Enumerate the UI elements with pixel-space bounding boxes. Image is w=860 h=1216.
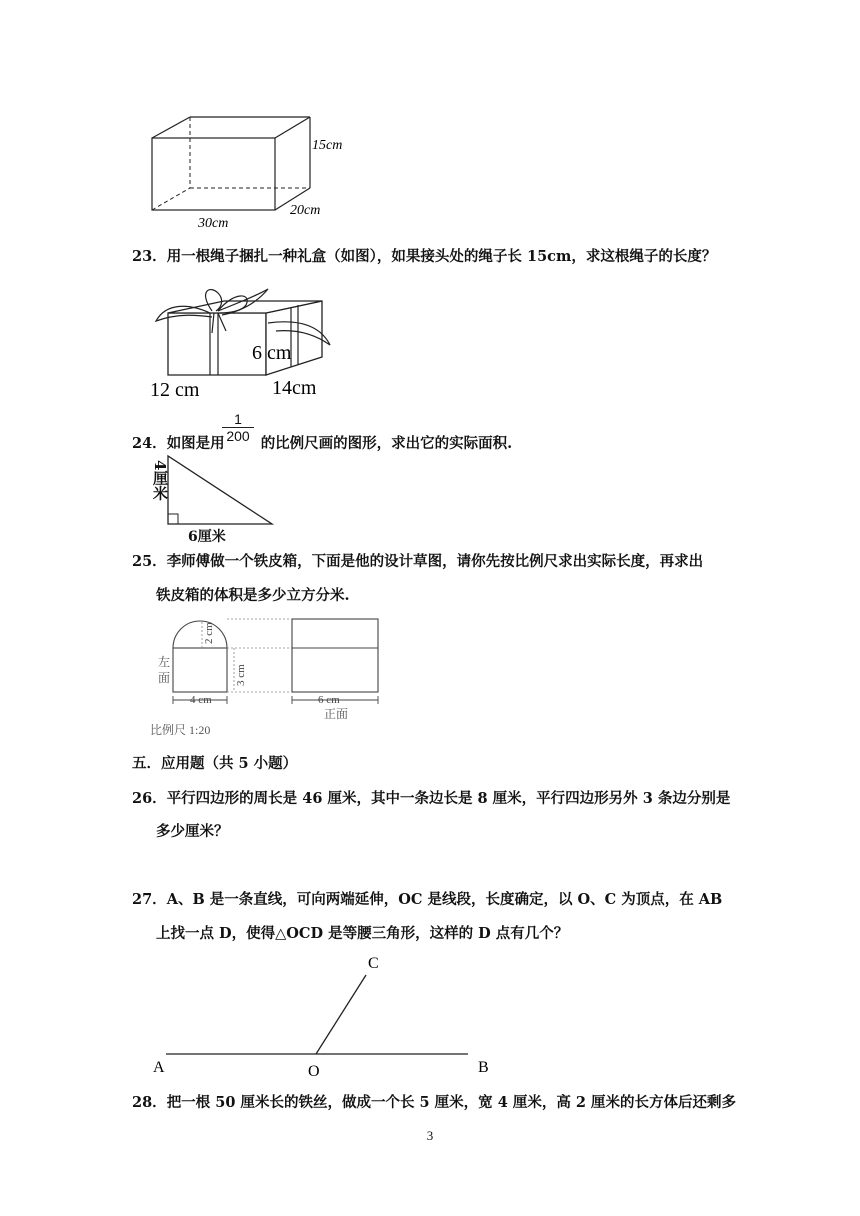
question-26: [132, 789, 730, 809]
design-sketch-figure: [146, 612, 386, 740]
point-c-label: C: [368, 955, 379, 972]
point-b-label: B: [478, 1059, 489, 1076]
arc-height-label: 2 cm: [203, 622, 215, 644]
question-number: 25．: [132, 553, 167, 570]
left-face-label-2: 面: [158, 671, 171, 685]
front-face-label: 正面: [324, 707, 349, 721]
question-28: [132, 1093, 736, 1113]
scale-fraction: [222, 412, 254, 444]
question-number: 23．: [132, 248, 167, 265]
question-text-before: 如图是用: [166, 435, 225, 452]
point-a-label: A: [153, 1059, 165, 1076]
question-text: 用一根绳子捆扎一种礼盒（如图），如果接头处的绳子长 15cm，求这根绳子的长度？: [166, 248, 717, 265]
question-number: 24．: [132, 435, 167, 452]
question-number: 28．: [132, 1094, 167, 1111]
cuboid-figure: [140, 108, 370, 233]
left-face-label-1: 左: [158, 655, 171, 669]
question-25-line2: 铁皮箱的体积是多少立方分米.: [156, 587, 350, 604]
gift-box-height-label: 6 cm: [252, 342, 292, 364]
section-title: 五．应用题（共 5 小题）: [132, 755, 298, 772]
bottom-right-width-label: 6 cm: [318, 694, 340, 706]
rect-height-label: 3 cm: [235, 664, 247, 686]
triangle-vertical-label: 4厘米: [151, 460, 169, 501]
line-segment-figure: [148, 948, 498, 1082]
fraction-denominator: 200: [226, 428, 250, 444]
question-text: 把一根 50 厘米长的铁丝，做成一个长 5 厘米，宽 4 厘米，高 2 厘米的长方体后还剩多: [166, 1094, 737, 1111]
point-o-label: O: [308, 1063, 320, 1080]
question-number: 27．: [132, 891, 167, 908]
question-23: [132, 247, 716, 267]
question-text-after: 的比例尺画的图形，求出它的实际面积.: [260, 435, 513, 452]
question-text-line1: 李师傅做一个铁皮箱，下面是他的设计草图，请你先按比例尺求出实际长度，再求出: [166, 553, 704, 570]
bottom-left-width-label: 4 cm: [190, 694, 212, 706]
question-26-line2: 多少厘米？: [156, 823, 229, 840]
gift-box-figure: [148, 283, 348, 405]
fraction-numerator: 1: [222, 412, 254, 428]
cuboid-length-label: 30cm: [198, 216, 229, 231]
question-27: [132, 890, 722, 910]
question-number: 26．: [132, 790, 167, 807]
cuboid-height-label: 15cm: [312, 138, 343, 153]
triangle-horizontal-label: 6厘米: [188, 529, 226, 545]
cuboid-width-label: 20cm: [290, 203, 321, 218]
question-24: [132, 434, 512, 454]
question-25: [132, 552, 703, 572]
question-text-line1: 平行四边形的周长是 46 厘米，其中一条边长是 8 厘米，平行四边形另外 3 条边分别是: [166, 790, 731, 807]
question-text-line1: A、B 是一条直线，可向两端延伸，OC 是线段，长度确定，以 O、C 为顶点，在 AB: [166, 891, 723, 908]
question-27-line2: 上找一点 D，使得△OCD 是等腰三角形，这样的 D 点有几个？: [156, 925, 569, 942]
page-number: 3: [426, 1128, 434, 1143]
scale-label: 比例尺 1:20: [150, 723, 211, 737]
gift-box-left-label: 12 cm: [150, 379, 200, 401]
gift-box-right-label: 14cm: [272, 377, 317, 399]
